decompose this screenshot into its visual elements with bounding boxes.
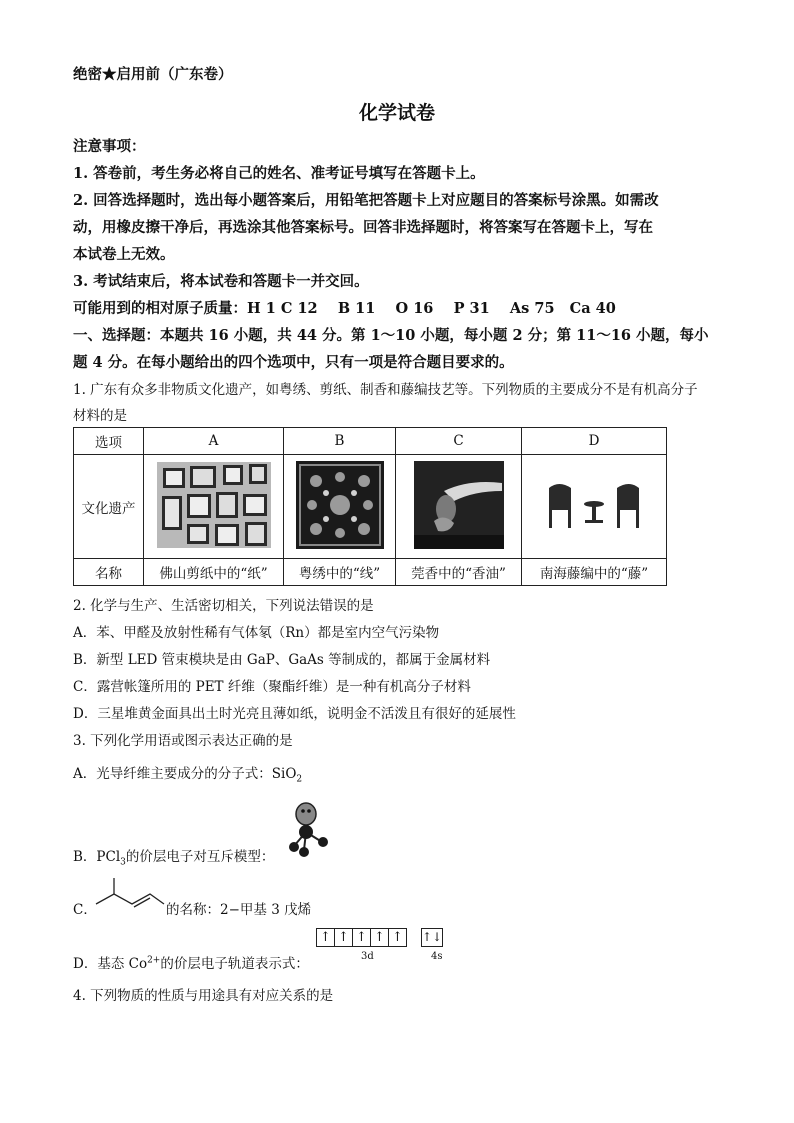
name-c: 莞香中的“香油” [396,559,522,586]
page-title: 化学试卷 [358,102,435,124]
col-d: D [522,428,667,455]
orbital-box: ↑ [335,929,353,946]
q3-option-c-text: 的名称：2−甲基 3 戊烯 [166,902,312,918]
embroidery-photo [296,461,384,549]
orbital-box: ↑↓ [421,928,443,947]
q3-option-d [73,952,309,972]
table-header-name: 名称 [74,559,144,586]
image-embroidery [284,455,396,559]
col-b: B [284,428,396,455]
section-line-2: 题 4 分。在每小题给出的四个选项中，只有一项是符合题目要求的。 [73,354,514,371]
name-d: 南海藤编中的“藤” [522,559,667,586]
note-1: 1. 答卷前，考生务必将自己的姓名、准考证号填写在答题卡上。 [73,165,485,182]
q3-option-c-label: C． [73,902,97,918]
q2-option-d: D．三星堆黄金面具出土时光亮且薄如纸，说明金不活泼且有很好的延展性 [73,706,516,722]
orbital-label-3d: 3d [361,951,374,962]
vsepr-model-icon [282,802,332,858]
orbital-box: ↑ [392,930,403,945]
note-2-line-2: 动，用橡皮擦干净后，再选涂其他答案标号。回答非选择题时，将答案写在答题卡上，写在 [73,219,653,236]
note-3: 3. 考试结束后，将本试卷和答题卡一并交回。 [73,273,369,290]
q3-d-text-2: 的价层电子轨道表示式： [160,956,309,972]
rattan-furniture-photo [545,480,643,530]
q3-option-a [73,762,302,785]
q2-option-a: A．苯、甲醛及放射性稀有气体氡（Rn）都是室内空气污染物 [73,625,440,641]
q3-b-text-2: 的价层电子对互斥模型： [125,849,275,865]
q3-d-text: D．基态 Co [73,956,148,972]
table-header-heritage: 文化遗产 [74,455,144,559]
q3-b-sub: 3 [120,857,126,868]
orbital-diagram [316,928,443,947]
image-incense [396,455,522,559]
q3-option-b [73,845,274,868]
skeletal-formula-icon [94,876,166,912]
notes-heading: 注意事项： [73,138,146,155]
table-header-option: 选项 [74,428,144,455]
section-line-1: 一、选择题：本题共 16 小题，共 44 分。第 1～10 小题，每小题 2 分；第 11～16 小题，每小 [73,327,709,344]
q1-stem-2: 材料的是 [73,408,127,424]
orbital-box: ↑ [371,929,389,946]
name-a: 佛山剪纸中的“纸” [144,559,284,586]
image-rattan [522,455,667,559]
orbital-box: ↑ [353,929,371,946]
q3-a-text: A．光导纤维主要成分的分子式：SiO [73,766,297,782]
col-a: A [144,428,284,455]
q2-stem: 2. 化学与生产、生活密切相关，下列说法错误的是 [73,598,374,614]
q3-b-text: B．PCl [73,849,121,865]
q3-stem: 3. 下列化学用语或图示表达正确的是 [73,733,293,749]
atomic-masses: 可能用到的相对原子质量：H 1 C 12 B 11 O 16 P 31 As 75 Ca 40 [73,300,616,317]
image-paper-cutting [144,455,284,559]
orbital-label-4s: 4s [431,951,443,962]
q3-d-sup: 2+ [147,955,161,966]
q1-stem-1: 1. 广东有众多非物质文化遗产，如粤绣、剪纸、制香和藤编技艺等。下列物质的主要成分不是有机高分子 [73,382,698,398]
q2-option-b: B．新型 LED 管束模块是由 GaP、GaAs 等制成的，都属于金属材料 [73,652,491,668]
q3-a-sub: 2 [296,774,303,785]
incense-oil-photo [414,461,504,549]
note-2-line-1: 2. 回答选择题时，选出每小题答案后，用铅笔把答题卡上对应题目的答案标号涂黑。如需改 [73,192,659,209]
q4-stem: 4. 下列物质的性质与用途具有对应关系的是 [73,988,334,1004]
q2-option-c: C．露营帐篷所用的 PET 纤维（聚酯纤维）是一种有机高分子材料 [73,679,471,695]
col-c: C [396,428,522,455]
name-b: 粤绣中的“线” [284,559,396,586]
orbital-box: ↑ [317,929,335,946]
note-2-line-3: 本试卷上无效。 [73,246,175,263]
paper-cutting-photo [157,462,271,548]
secret-label: 绝密★启用前（广东卷） [73,66,233,83]
q1-table [73,427,667,586]
